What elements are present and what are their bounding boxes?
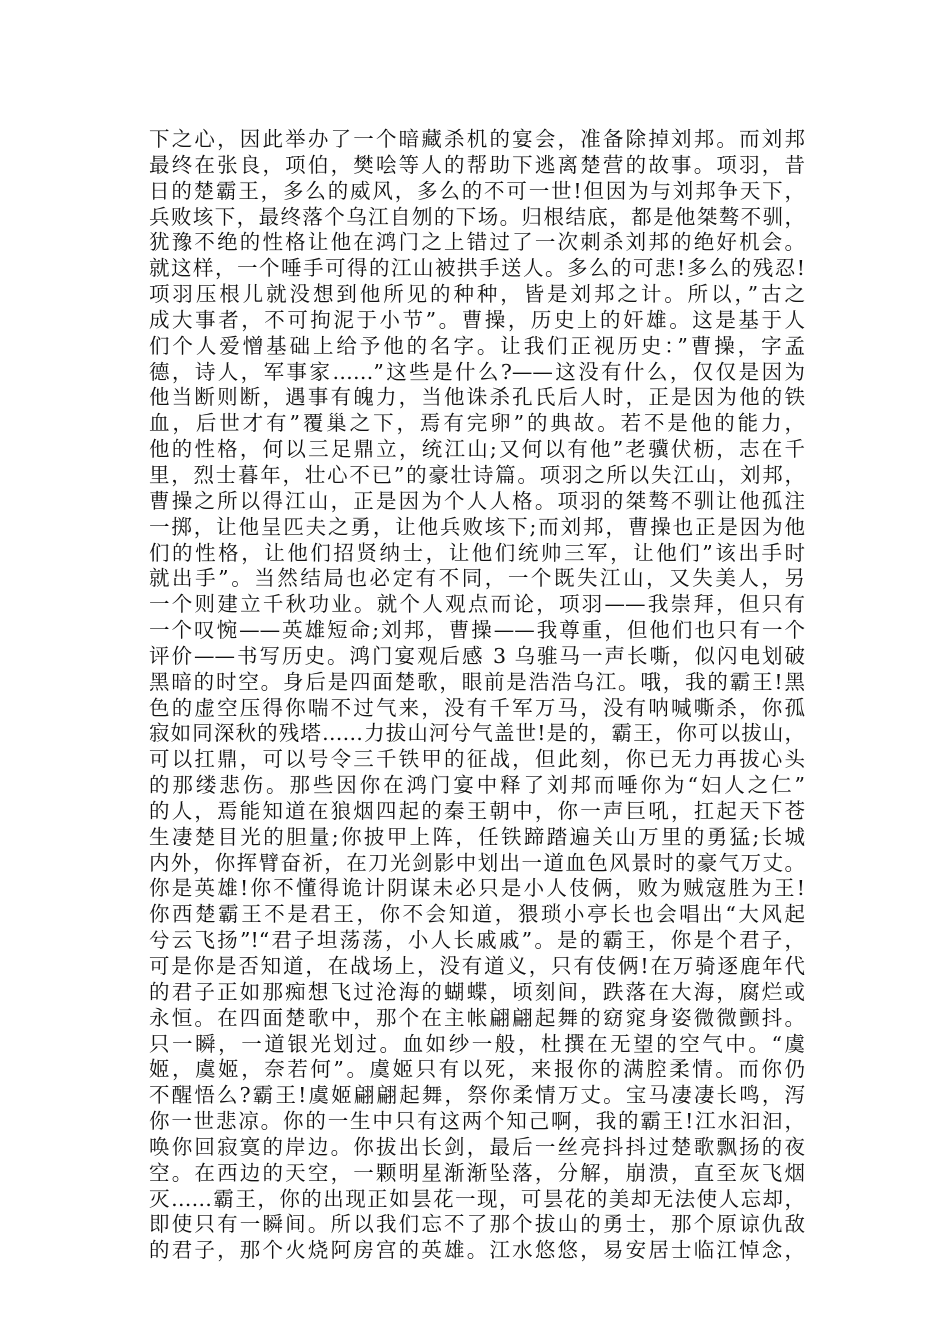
document-text-body [149,127,805,1264]
text-line: 灭……霸王，你的出现正如昙花一现，可昙花的美却无法使人忘却， [149,1186,805,1211]
text-line: 色的虚空压得你喘不过气来，没有千军万马，没有呐喊嘶杀，你孤 [149,695,805,720]
text-line: 的君子正如那痴想飞过沧海的蝴蝶，顷刻间，跌落在大海，腐烂或 [149,979,805,1004]
text-line: 下之心，因此举办了一个暗藏杀机的宴会，准备除掉刘邦。而刘邦 [149,127,805,151]
text-line: 最终在张良，项伯，樊哙等人的帮助下逃离楚营的故事。项羽，昔 [149,152,805,177]
text-line: 可是你是否知道，在战场上，没有道义，只有伎俩!在万骑逐鹿年代 [149,954,805,978]
text-line: 唤你回寂寞的岸边。你拔出长剑，最后一丝亮抖抖过楚歌飘扬的夜 [149,1134,805,1159]
text-line: 寂如同深秋的残塔……力拔山河兮气盖世!是的，霸王，你可以拔山， [149,721,805,746]
text-line: 曹操之所以得江山，正是因为个人人格。项羽的桀骜不驯让他孤注 [149,488,805,513]
text-line: 他的性格，何以三足鼎立，统江山;又何以有他”老骥伏枥，志在千 [149,437,805,462]
text-line: 成大事者，不可拘泥于小节”。曹操，历史上的奸雄。这是基于人 [149,307,805,332]
text-line: 犹豫不绝的性格让他在鸿门之上错过了一次刺杀刘邦的绝好机会。 [149,230,805,255]
text-line: 就出手”。当然结局也必定有不同，一个既失江山，又失美人，另 [149,566,805,591]
text-line: 姬，虞姬，奈若何”。虞姬只有以死，来报你的满腔柔情。而你仍 [149,1057,805,1082]
text-line: 他当断则断，遇事有魄力，当他诛杀孔氏后人时，正是因为他的铁 [149,385,805,410]
text-line: 的人，焉能知道在狼烟四起的秦王朝中，你一声巨吼，扛起天下苍 [149,798,805,823]
text-line: 你一世悲凉。你的一生中只有这两个知己啊，我的霸王!江水汩汩， [149,1109,805,1134]
text-line: 们的性格，让他们招贤纳士，让他们统帅三军，让他们”该出手时 [149,540,805,565]
text-line: 一掷，让他呈匹夫之勇，让他兵败垓下;而刘邦，曹操也正是因为他 [149,514,805,539]
text-line: 你西楚霸王不是君王，你不会知道，猥琐小亭长也会唱出“大风起 [149,902,805,927]
text-line: 永恒。在四面楚歌中，那个在主帐翩翩起舞的窈窕身姿微微颤抖。 [149,1005,805,1030]
text-line: 只一瞬，一道银光划过。血如纱一般，杜撰在无望的空气中。“虞 [149,1031,805,1056]
text-line: 兮云飞扬”!“君子坦荡荡，小人长戚戚”。是的霸王，你是个君子， [149,928,805,953]
text-line: 就这样，一个唾手可得的江山被拱手送人。多么的可悲!多么的残忍! [149,256,805,281]
text-line: 一个叹惋——英雄短命;刘邦，曹操——我尊重，但他们也只有一个 [149,618,805,643]
text-line: 不醒悟么?霸王!虞姬翩翩起舞，祭你柔情万丈。宝马凄凄长鸣，泻 [149,1083,805,1108]
text-line: 兵败垓下，最终落个乌江自刎的下场。归根结底，都是他桀骜不驯， [149,204,805,229]
text-line: 空。在西边的天空，一颗明星渐渐坠落，分解，崩溃，直至灰飞烟 [149,1160,805,1185]
text-line: 项羽压根儿就没想到他所见的种种，皆是刘邦之计。所以，”古之 [149,282,805,307]
text-line: 的那缕悲伤。那些因你在鸿门宴中释了刘邦而唾你为“妇人之仁” [149,773,805,798]
text-line: 血，后世才有”覆巢之下，焉有完卵”的典故。若不是他的能力， [149,411,805,436]
text-line: 日的楚霸王，多么的威风，多么的不可一世!但因为与刘邦争天下， [149,178,805,203]
text-line: 你是英雄!你不懂得诡计阴谋未必只是小人伎俩，败为贼寇胜为王! [149,876,805,901]
text-line: 评价——书写历史。鸿门宴观后感 3 乌骓马一声长嘶，似闪电划破 [149,643,805,668]
text-line: 里，烈士暮年，壮心不已”的豪壮诗篇。项羽之所以失江山，刘邦， [149,462,805,487]
text-line: 黑暗的时空。身后是四面楚歌，眼前是浩浩乌江。哦，我的霸王!黑 [149,669,805,694]
text-line: 生凄楚目光的胆量;你披甲上阵，任铁蹄踏遍关山万里的勇猛;长城 [149,824,805,849]
text-line: 们个人爱憎基础上给予他的名字。让我们正视历史：”曹操，字孟 [149,333,805,358]
text-line: 内外，你挥臂奋祈，在刀光剑影中划出一道血色风景时的豪气万丈。 [149,850,805,875]
text-line: 可以扛鼎，可以号令三千铁甲的征战，但此刻，你已无力再拔心头 [149,747,805,772]
text-line: 即使只有一瞬间。所以我们忘不了那个拔山的勇士，那个原谅仇敌 [149,1212,805,1237]
text-line: 的君子，那个火烧阿房宫的英雄。江水悠悠，易安居士临江悼念， [149,1238,805,1263]
text-line: 一个则建立千秋功业。就个人观点而论，项羽——我崇拜，但只有 [149,592,805,617]
text-line: 德，诗人，军事家……”这些是什么?——这没有什么，仅仅是因为 [149,359,805,384]
